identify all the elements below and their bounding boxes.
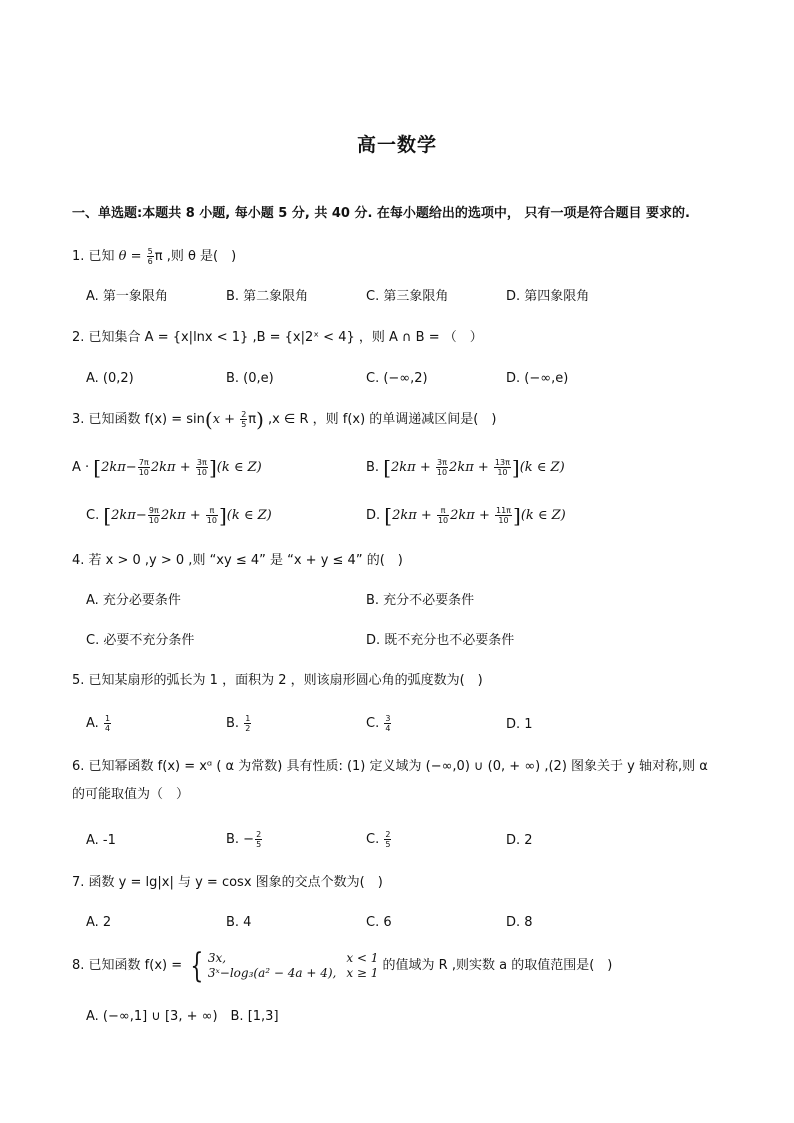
question-4-stem: 4. 若 x > 0 ,y > 0 ,则 “xy ≤ 4” 是 “x + y ≤ 4” 的( ) <box>72 553 403 568</box>
option-d[interactable]: D. [2kπ + $\frac{\pi}{10}$ 2kπ + $\frac{11\pi}{10}$ ](k ∈ Z) <box>366 503 566 528</box>
fraction: $\frac{5}{6}$ <box>147 247 153 266</box>
option-b[interactable]: B. $\frac{1}{2}$ <box>226 714 251 733</box>
option-b[interactable]: B. [2kπ + $\frac{3\pi}{10}$ 2kπ + $\frac{13\pi}{10}$ ](k ∈ Z) <box>366 455 565 480</box>
option-d[interactable]: D. 第四象限角 <box>506 289 590 304</box>
option-a[interactable]: A · [2kπ− $\frac{7\pi}{10}$ 2kπ + $\frac{3\pi}{10}$ ](k ∈ Z) <box>72 455 262 480</box>
option-b[interactable]: B. 第二象限角 <box>226 289 309 304</box>
piecewise-cases: 3x, 3ˣ−log₃(a² − 4a + 4), <box>207 950 337 980</box>
option-c[interactable]: C. 6 <box>366 915 392 930</box>
option-b[interactable]: B. 充分不必要条件 <box>366 593 475 608</box>
option-a[interactable]: A. 充分必要条件 <box>86 593 181 608</box>
question-6-stem-line-1: 6. 已知幂函数 f(x) = xᵅ ( α 为常数) 具有性质: (1) 定义域为 (−∞,0) ∪ (0, + ∞) ,(2) 图象关于 y 轴对称,则 α <box>72 759 708 774</box>
option-c[interactable]: C. 第三象限角 <box>366 289 449 304</box>
option-a[interactable]: A. $\frac{1}{4}$ <box>86 714 111 733</box>
question-3-stem: 3. 已知函数 f(x) = sin(x + $\frac{2}{5}$ π) ,x ∈ R ，则 f(x) 的单调递减区间是( ) <box>72 407 497 432</box>
question-6-stem-line-2: 的可能取值为（ ） <box>72 787 190 802</box>
option-a[interactable]: A. 2 <box>86 915 112 930</box>
question-8-stem: 8. 已知函数 f(x) = { 3x, 3ˣ−log₃(a² − 4a + 4), x < 1 x ≥ 1 的值域为 R ,则实数 a 的取值范围是( ) <box>72 945 613 986</box>
option-c[interactable]: C. $\frac{2}{5}$ <box>366 830 391 849</box>
option-a[interactable]: A. 第一象限角 <box>86 289 168 304</box>
option-c[interactable]: C. [2kπ− $\frac{9\pi}{10}$ 2kπ + $\frac{\pi}{10}$ ](k ∈ Z) <box>86 503 272 528</box>
option-c[interactable]: C. 必要不充分条件 <box>86 633 195 648</box>
option-b[interactable]: B. (0,e) <box>226 371 274 386</box>
option-b[interactable]: B. 4 <box>226 915 252 930</box>
option-a[interactable]: A. (0,2) <box>86 371 134 386</box>
option-a[interactable]: A. -1 <box>86 833 116 848</box>
fraction: $\frac{2}{5}$ <box>241 410 247 429</box>
option-d[interactable]: D. (−∞,e) <box>506 371 569 386</box>
option-b[interactable]: B. − $\frac{2}{5}$ <box>226 830 262 849</box>
question-2-stem: 2. 已知集合 A = {x|lnx < 1} ,B = {x|2ˣ < 4} ，则 A ∩ B = （ ） <box>72 330 483 345</box>
section-heading: 一、单选题:本题共 8 小题, 每小题 5 分, 共 40 分. 在每小题给出的选项中， 只有一项是符合题目 要求的. <box>72 206 690 221</box>
option-d[interactable]: D. 既不充分也不必要条件 <box>366 633 515 648</box>
option-d[interactable]: D. 8 <box>506 915 533 930</box>
question-7-stem: 7. 函数 y = lg|x| 与 y = cosx 图象的交点个数为( ) <box>72 875 383 890</box>
option-d[interactable]: D. 1 <box>506 717 533 732</box>
question-1-stem: 1. 已知 θ = $\frac{5}{6}$ π ,则 θ 是( ) <box>72 247 237 266</box>
option-c[interactable]: C. (−∞,2) <box>366 371 428 386</box>
option-d[interactable]: D. 2 <box>506 833 533 848</box>
question-5-stem: 5. 已知某扇形的弧长为 1 ，面积为 2 ，则该扇形圆心角的弧度数为( ) <box>72 673 483 688</box>
page-title: 高一数学 <box>356 134 437 156</box>
option-c[interactable]: C. $\frac{3}{4}$ <box>366 714 391 733</box>
option-a-b[interactable]: A. (−∞,1] ∪ [3, + ∞) B. [1,3] <box>86 1009 279 1024</box>
